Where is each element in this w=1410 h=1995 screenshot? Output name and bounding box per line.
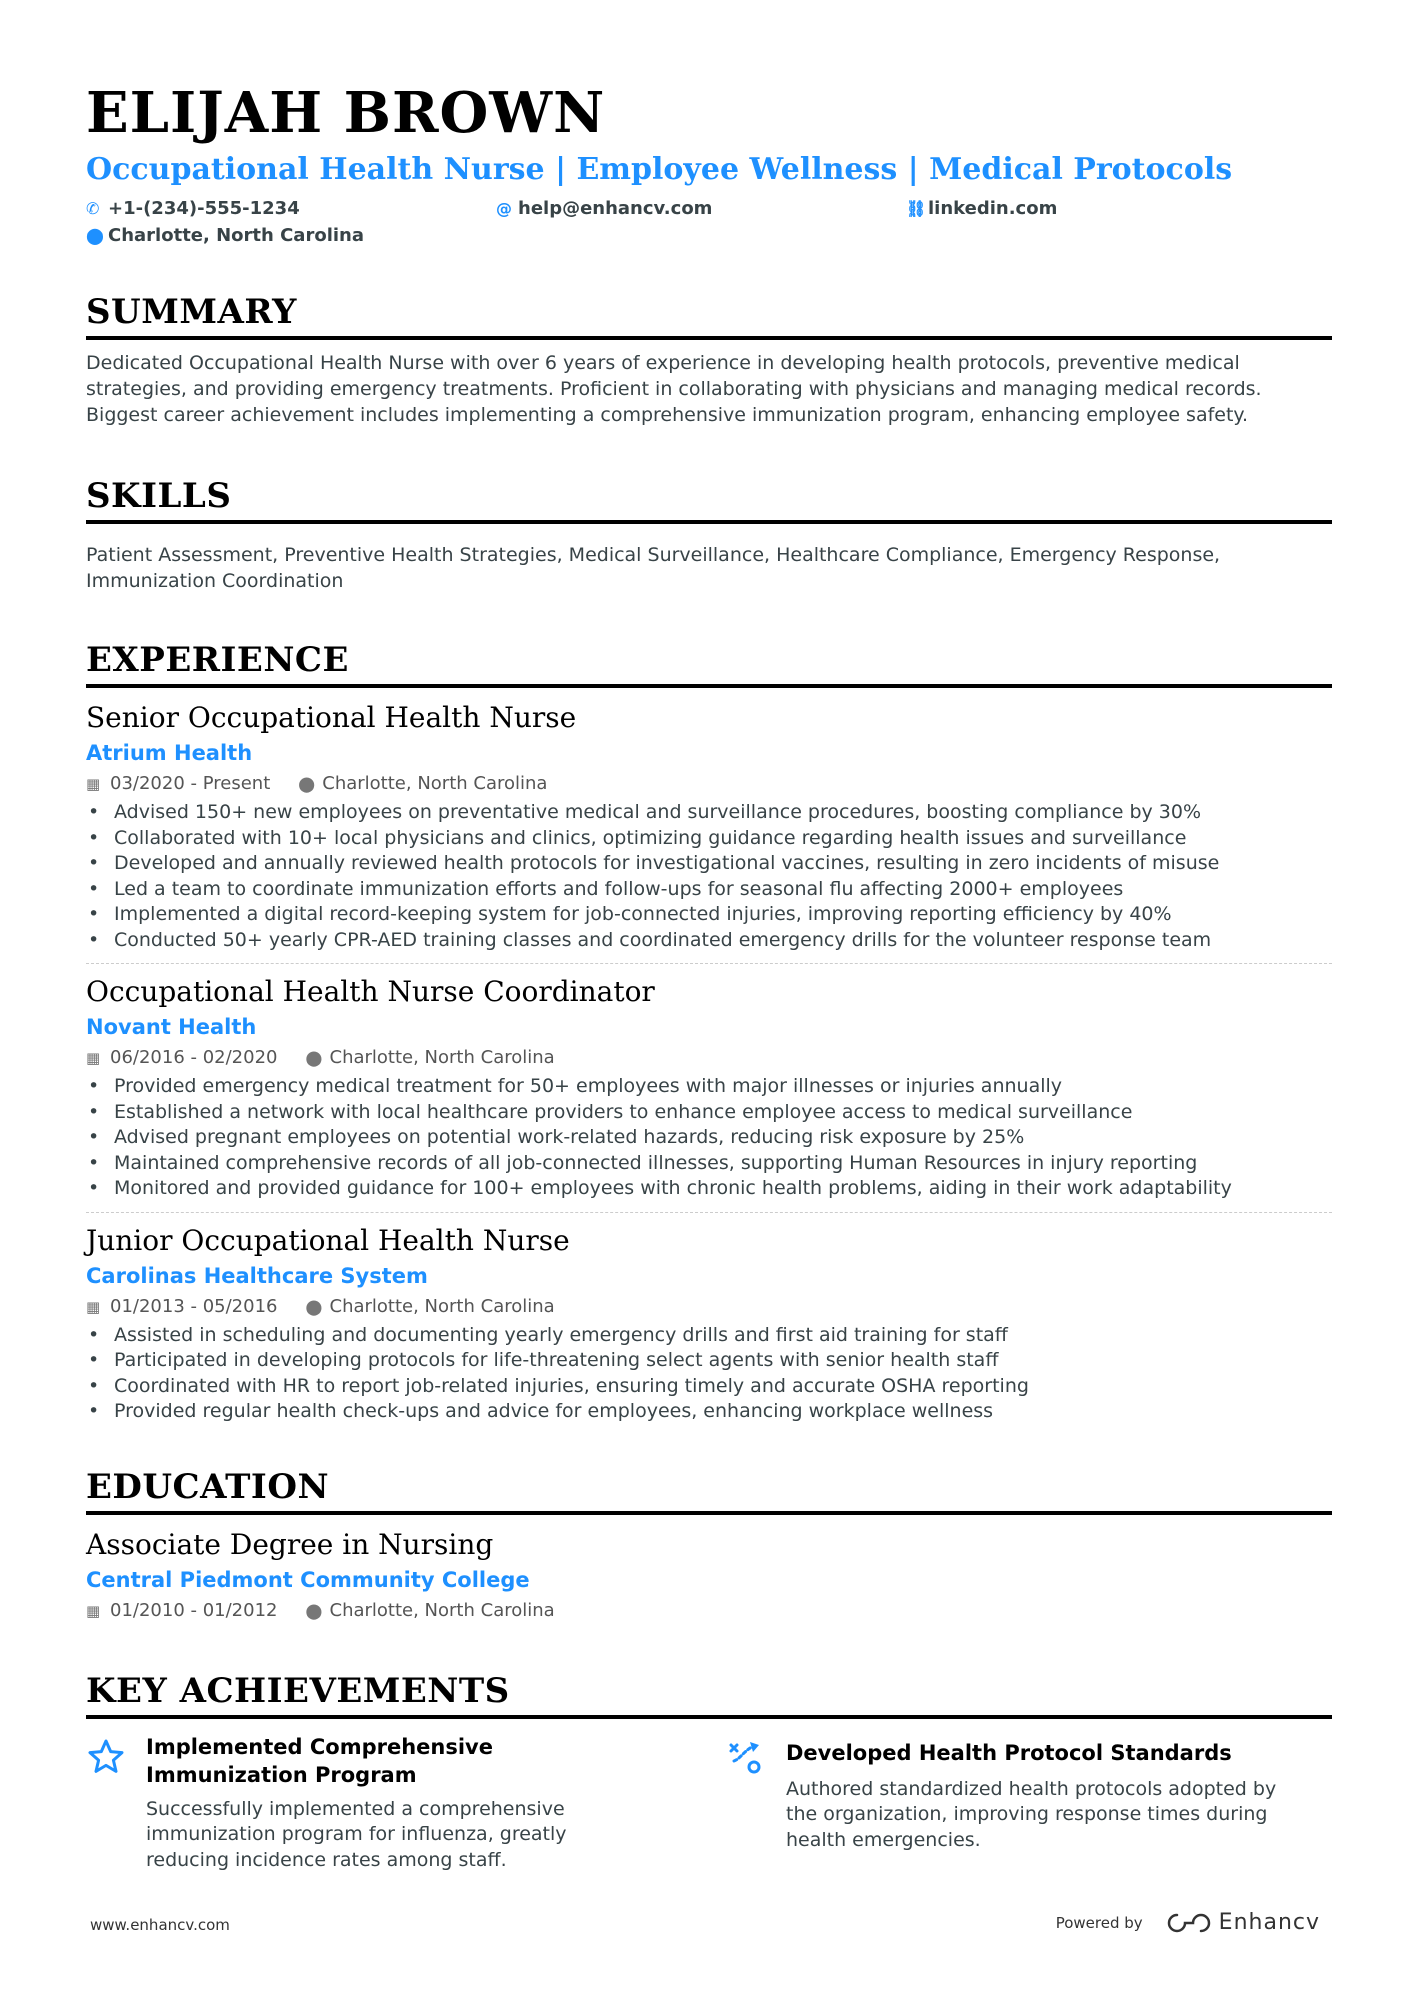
education-location: Charlotte, North Carolina [329, 1599, 555, 1621]
job-dates: 06/2016 - 02/2020 [110, 1047, 278, 1068]
bullet-item: • Led a team to coordinate immunization efforts and follow-ups for seasonal flu affecting 2000+ employees [86, 877, 1332, 903]
achievements-list [86, 1733, 1332, 1883]
job-meta [86, 1044, 1332, 1072]
bullet-item: • Implemented a digital record-keeping system for job-connected injuries, improving reporting efficiency by 40% [86, 902, 1332, 928]
job-location: Charlotte, North Carolina [329, 1047, 555, 1068]
brand-name[interactable]: Enhancv [1218, 1910, 1320, 1935]
powered-by-text: Powered by [1055, 1913, 1143, 1932]
job-entry [86, 700, 1332, 964]
job-dates: 01/2013 - 05/2016 [110, 1295, 278, 1317]
location-pin-icon: ⬤ [298, 775, 316, 793]
achievement-title: Implemented Comprehensive Immunization Program [146, 1734, 493, 1787]
job-meta [86, 770, 1332, 798]
headline: Occupational Health Nurse | Employee Wellness | Medical Protocols [86, 152, 1233, 187]
job-location: Charlotte, North Carolina [329, 1295, 555, 1317]
experience-title: EXPERIENCE [86, 638, 1332, 688]
bullet-item: • Conducted 50+ yearly CPR-AED training classes and coordinated emergency drills for the volunteer response team [86, 928, 1332, 954]
page-footer [90, 1910, 1320, 1940]
contact-linkedin[interactable] [906, 198, 1057, 219]
link-icon: ⛓ [906, 199, 927, 218]
job-company[interactable]: Novant Health [86, 1015, 257, 1039]
job-company[interactable]: Atrium Health [86, 741, 253, 765]
skills-text: Patient Assessment, Preventive Health Strategies, Medical Surveillance, Healthcare Compliance, Emergency Response, Immunization Coordination [86, 544, 1221, 592]
job-bullets [86, 800, 1332, 953]
achievement-title: Developed Health Protocol Standards [786, 1740, 1232, 1765]
job-dates: 03/2020 - Present [110, 773, 271, 794]
job-meta [86, 1293, 1332, 1321]
location-pin-icon: ⬤ [86, 226, 104, 245]
bullet-item: • Collaborated with 10+ local physicians and clinics, optimizing guidance regarding health issues and surveillance [86, 826, 1332, 852]
skills-title: SKILLS [86, 474, 1332, 524]
summary-text: Dedicated Occupational Health Nurse with over 6 years of experience in developing health protocols, preventive medical strategies, and providing emergency treatments. Proficient in collaborating with physicians and managing medical records. Biggest career achievement includes implementing a comprehensive immunization program, enhancing employee safety. [86, 352, 1262, 426]
at-icon: @ [496, 199, 512, 218]
calendar-icon: ▦ [86, 1601, 101, 1620]
job-company[interactable]: Carolinas Healthcare System [86, 1263, 428, 1288]
contact-info [86, 194, 1332, 250]
location-pin-icon: ⬤ [305, 1049, 323, 1067]
bullet-item: • Advised pregnant employees on potential work-related hazards, reducing risk exposure by 25% [86, 1125, 1332, 1151]
achievement-text: Authored standardized health protocols adopted by the organization, improving response times during health emergencies. [786, 1777, 1277, 1851]
star-icon [86, 1737, 126, 1777]
education-entry [86, 1527, 1332, 1625]
achievement-item [726, 1733, 1286, 1854]
phone-text: +1-(234)-555-1234 [108, 198, 300, 219]
bullet-item: • Established a network with local healthcare providers to enhance employee access to medical surveillance [86, 1100, 1332, 1126]
job-role: Junior Occupational Health Nurse [86, 1223, 570, 1257]
bullet-item: • Provided emergency medical treatment for 50+ employees with major illnesses or injuries annually [86, 1074, 1332, 1100]
experience-section [86, 638, 1332, 1435]
bullet-item: • Coordinated with HR to report job-related injuries, ensuring timely and accurate OSHA reporting [86, 1374, 1332, 1400]
footer-website[interactable]: www.enhancv.com [90, 1916, 230, 1934]
education-title: EDUCATION [86, 1465, 1332, 1515]
email-text: help@enhancv.com [518, 198, 713, 219]
bullet-item: • Monitored and provided guidance for 100+ employees with chronic health problems, aiding in their work adaptability [86, 1176, 1332, 1202]
bullet-item: • Participated in developing protocols for life-threatening select agents with senior health staff [86, 1348, 1332, 1374]
summary-section [86, 290, 1332, 428]
bullet-item: • Advised 150+ new employees on preventative medical and surveillance procedures, boosting compliance by 30% [86, 800, 1332, 826]
bullet-item: • Assisted in scheduling and documenting yearly emergency drills and first aid training for staff [86, 1323, 1332, 1349]
phone-icon: ✆ [86, 199, 100, 218]
job-entry [86, 974, 1332, 1213]
education-meta [86, 1597, 1332, 1625]
calendar-icon: ▦ [86, 775, 101, 793]
linkedin-text: linkedin.com [928, 198, 1058, 219]
contact-email[interactable] [496, 198, 712, 219]
job-role: Senior Occupational Health Nurse [86, 701, 577, 734]
achievements-section [86, 1669, 1332, 1883]
job-bullets [86, 1074, 1332, 1202]
education-section [86, 1465, 1332, 1625]
achievement-text: Successfully implemented a comprehensive immunization program for influenza, greatly reducing incidence rates among staff. [146, 1797, 567, 1871]
calendar-icon: ▦ [86, 1049, 101, 1067]
location-text: Charlotte, North Carolina [108, 225, 364, 246]
job-role: Occupational Health Nurse Coordinator [86, 975, 655, 1008]
resume-page [86, 78, 1332, 1883]
footer-powered [1056, 1910, 1320, 1935]
enhancv-logo-icon [1167, 1911, 1211, 1935]
calendar-icon: ▦ [86, 1297, 101, 1316]
candidate-name: ELIJAH BROWN [86, 80, 606, 146]
job-entry [86, 1223, 1332, 1435]
summary-title: SUMMARY [86, 290, 1332, 340]
location-pin-icon: ⬤ [305, 1601, 323, 1620]
strategy-icon [726, 1737, 766, 1777]
job-bullets [86, 1323, 1332, 1425]
achievement-item [86, 1733, 646, 1874]
bullet-item: • Provided regular health check-ups and advice for employees, enhancing workplace wellness [86, 1399, 1332, 1425]
location-pin-icon: ⬤ [305, 1297, 323, 1316]
bullet-item: • Maintained comprehensive records of all job-connected illnesses, supporting Human Resources in injury reporting [86, 1151, 1332, 1177]
contact-phone[interactable] [86, 198, 300, 219]
education-dates: 01/2010 - 01/2012 [110, 1599, 278, 1621]
contact-location [86, 225, 364, 246]
bullet-item: • Developed and annually reviewed health protocols for investigational vaccines, resulting in zero incidents of misuse [86, 851, 1332, 877]
job-location: Charlotte, North Carolina [322, 773, 548, 794]
skills-section [86, 474, 1332, 594]
education-school[interactable]: Central Piedmont Community College [86, 1567, 530, 1592]
achievements-title: KEY ACHIEVEMENTS [86, 1669, 1332, 1719]
education-degree: Associate Degree in Nursing [86, 1527, 494, 1561]
